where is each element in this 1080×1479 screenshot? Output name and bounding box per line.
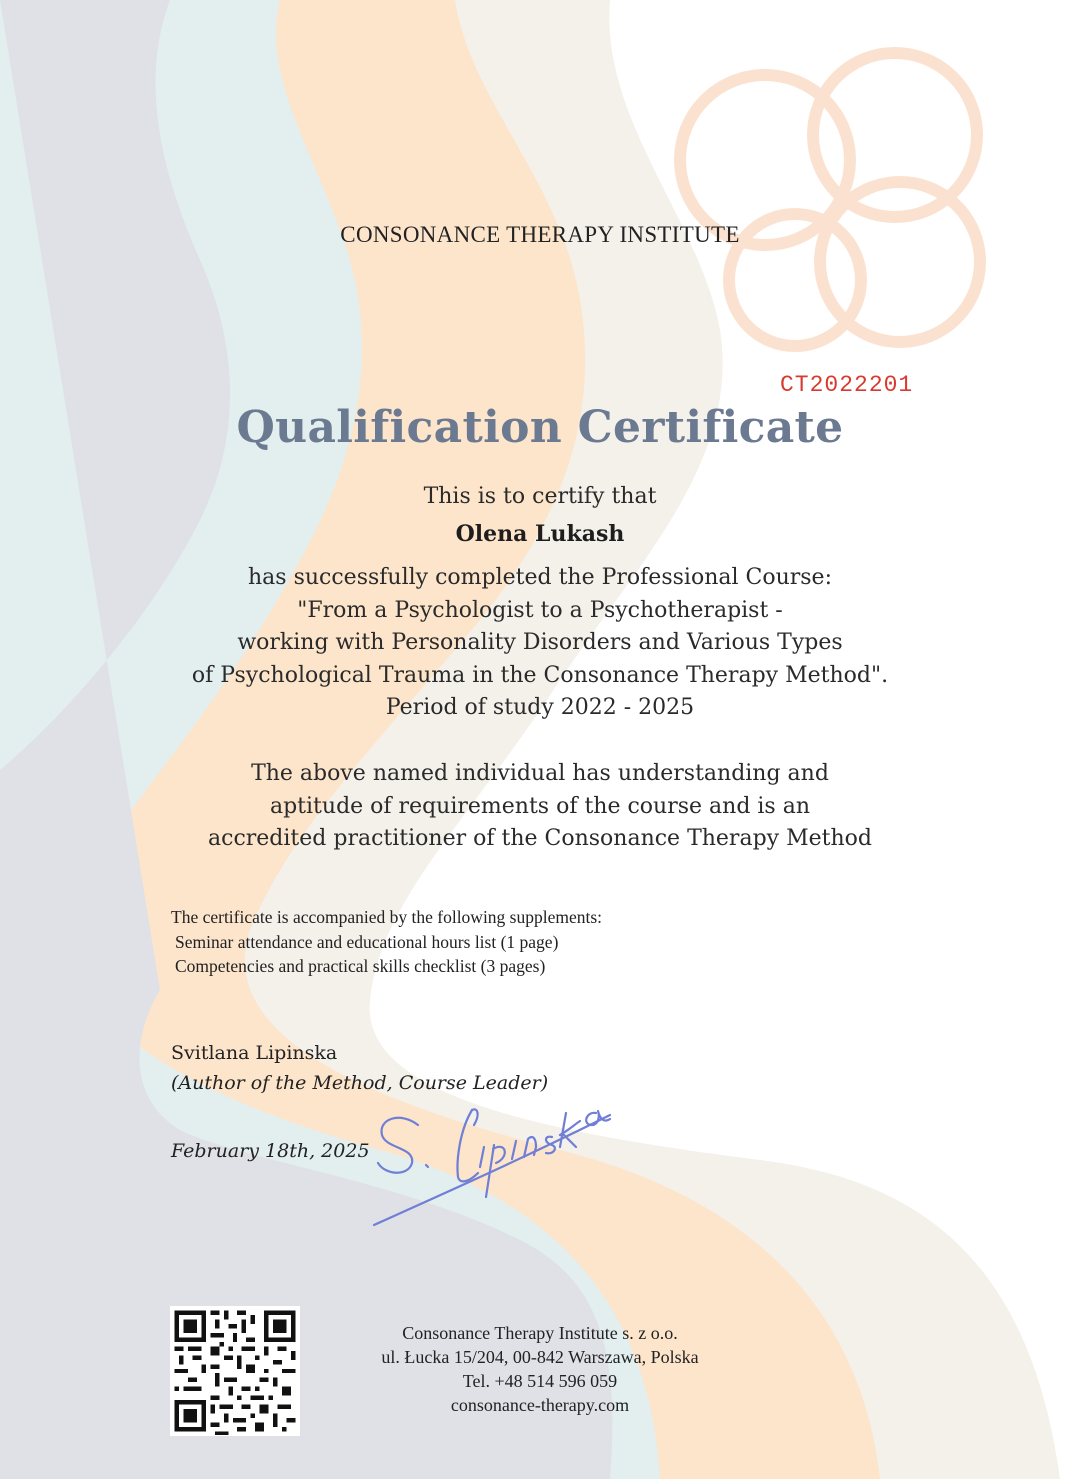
- handwritten-signature-icon: [360, 1085, 620, 1230]
- course-line: of Psychological Trauma in the Consonance Therapy Method".: [191, 662, 889, 688]
- signer-name: Svitlana Lipinska: [171, 1042, 338, 1064]
- course-line: Period of study 2022 - 2025: [385, 695, 695, 720]
- institute-name: CONSONANCE THERAPY INSTITUTE: [340, 222, 740, 247]
- issue-date: February 18th, 2025: [171, 1140, 370, 1162]
- course-description: [0, 562, 1080, 725]
- footer-phone: Tel. +48 514 596 059: [462, 1371, 618, 1391]
- supplement-item: Seminar attendance and educational hours list (1 page): [175, 931, 559, 952]
- footer-address: ul. Łucka 15/204, 00-842 Warszawa, Polska: [381, 1347, 699, 1367]
- accreditation-statement: [0, 758, 1080, 856]
- statement-line: accredited practitioner of the Consonance Therapy Method: [208, 826, 872, 851]
- recipient-name: Olena Lukash: [455, 521, 625, 547]
- supplement-item: Competencies and practical skills checklist (3 pages): [175, 956, 546, 976]
- supplements-list: [171, 905, 602, 979]
- signer-role: (Author of the Method, Course Leader): [171, 1072, 549, 1094]
- supplements-intro: The certificate is accompanied by the following supplements:: [171, 907, 603, 927]
- certificate-number: CT2022201: [780, 372, 914, 398]
- course-line: working with Personality Disorders and Various Types: [237, 630, 843, 655]
- certify-line: This is to certify that: [423, 484, 657, 509]
- footer-contact: [330, 1321, 750, 1417]
- footer-company: Consonance Therapy Institute s. z o.o.: [402, 1323, 678, 1343]
- course-line: "From a Psychologist to a Psychotherapist -: [297, 597, 783, 623]
- certificate-title: Qualification Certificate: [236, 402, 844, 453]
- course-line: has successfully completed the Professional Course:: [248, 565, 832, 590]
- footer-website: consonance-therapy.com: [450, 1395, 630, 1415]
- statement-line: The above named individual has understanding and: [251, 761, 829, 786]
- statement-line: aptitude of requirements of the course and is an: [269, 793, 811, 819]
- qr-code-icon: [170, 1306, 300, 1436]
